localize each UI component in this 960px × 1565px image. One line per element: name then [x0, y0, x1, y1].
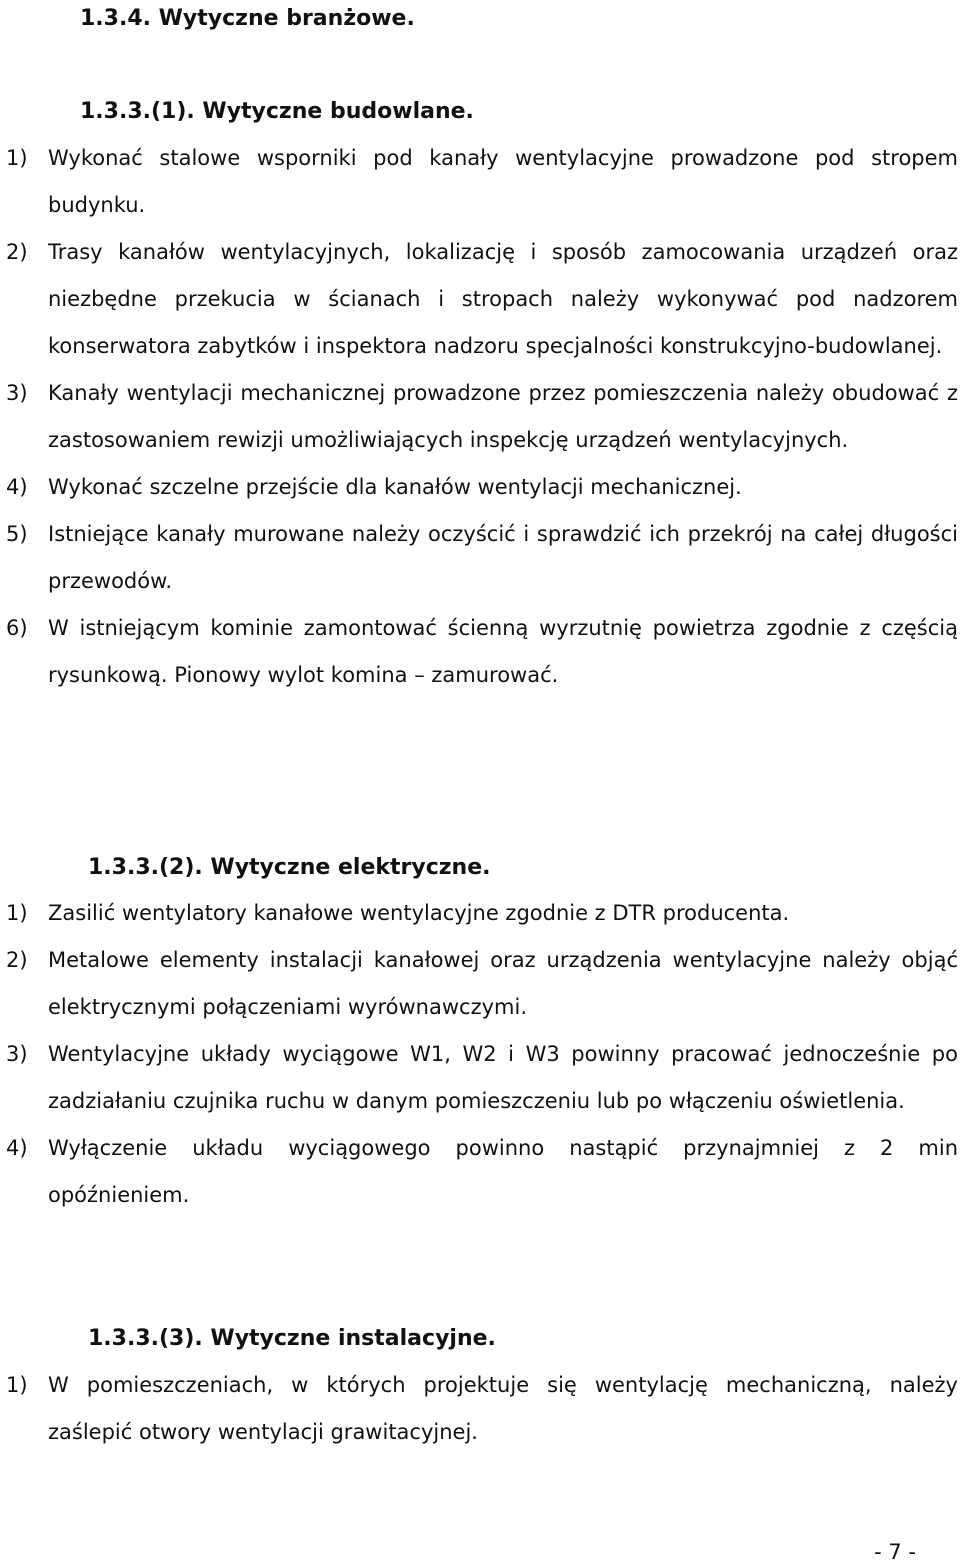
section-title: 1.3.4. Wytyczne branżowe.: [80, 6, 415, 31]
item-text: Metalowe elementy instalacji kanałowej oraz urządzenia wentylacyjne należy objąć elektrycznymi połączeniami wyrównawczymi.: [48, 948, 958, 1019]
list-item: [6, 229, 958, 370]
list-item: [6, 370, 958, 464]
item-text: Wykonać szczelne przejście dla kanałów wentylacji mechanicznej.: [48, 475, 742, 499]
item-text: Zasilić wentylatory kanałowe wentylacyjne zgodnie z DTR producenta.: [48, 901, 790, 925]
list-item: [6, 1125, 958, 1219]
item-text: Wyłączenie układu wyciągowego powinno nastąpić przynajmniej z 2 min opóźnieniem.: [48, 1136, 958, 1207]
item-number: 1): [6, 901, 28, 925]
list-item: [6, 135, 958, 229]
subsection-title-instalacyjne: 1.3.3.(3). Wytyczne instalacyjne.: [88, 1326, 496, 1351]
list-item: [6, 1362, 958, 1456]
list-item: [6, 1031, 958, 1125]
item-number: 2): [6, 240, 28, 264]
item-number: 2): [6, 948, 28, 972]
list-item: [6, 511, 958, 605]
item-number: 1): [6, 146, 28, 170]
item-text: Istniejące kanały murowane należy oczyścić i sprawdzić ich przekrój na całej długości przewodów.: [48, 522, 958, 593]
item-text: W istniejącym kominie zamontować ścienną wyrzutnię powietrza zgodnie z częścią rysunkową. Pionowy wylot komina – zamurować.: [48, 616, 958, 687]
item-text: Wentylacyjne układy wyciągowe W1, W2 i W3 powinny pracować jednocześnie po zadziałaniu czujnika ruchu w danym pomieszczeniu lub po włączeniu oświetlenia.: [48, 1042, 958, 1113]
list-instalacyjne: [6, 1362, 958, 1456]
item-number: 3): [6, 1042, 28, 1066]
item-number: 4): [6, 475, 28, 499]
item-number: 4): [6, 1136, 28, 1160]
item-number: 5): [6, 522, 28, 546]
list-budowlane: [6, 135, 958, 699]
page-number: - 7 -: [874, 1540, 916, 1564]
list-item: [6, 605, 958, 699]
subsection-title-elektryczne: 1.3.3.(2). Wytyczne elektryczne.: [88, 855, 491, 880]
item-number: 1): [6, 1373, 28, 1397]
item-text: Wykonać stalowe wsporniki pod kanały wentylacyjne prowadzone pod stropem budynku.: [48, 146, 958, 217]
list-item: [6, 464, 958, 511]
list-item: [6, 890, 958, 937]
list-item: [6, 937, 958, 1031]
item-number: 3): [6, 381, 28, 405]
item-text: W pomieszczeniach, w których projektuje się wentylację mechaniczną, należy zaślepić otwory wentylacji grawitacyjnej.: [48, 1373, 958, 1444]
list-elektryczne: [6, 890, 958, 1219]
subsection-title-budowlane: 1.3.3.(1). Wytyczne budowlane.: [80, 99, 474, 124]
item-number: 6): [6, 616, 28, 640]
item-text: Trasy kanałów wentylacyjnych, lokalizację i sposób zamocowania urządzeń oraz niezbędne przekucia w ścianach i stropach należy wykonywać pod nadzorem konserwatora zabytków i inspektora nadzoru specjalności konstrukcyjno-budowlanej.: [48, 240, 958, 358]
item-text: Kanały wentylacji mechanicznej prowadzone przez pomieszczenia należy obudować z zastosowaniem rewizji umożliwiających inspekcję urządzeń wentylacyjnych.: [48, 381, 958, 452]
